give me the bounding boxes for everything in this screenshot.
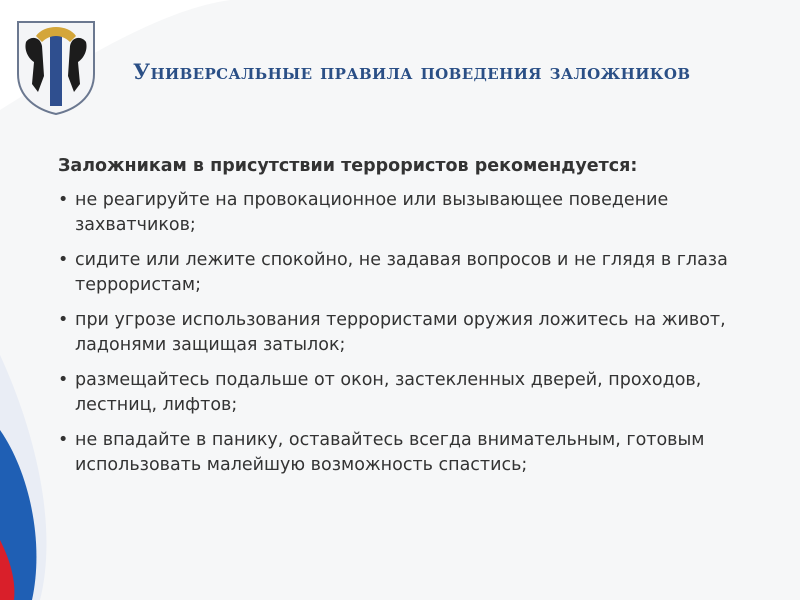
list-item-text: размещайтесь подальше от окон, застекленных дверей, проходов, лестниц, лифтов; [75,370,702,415]
list-item [55,428,775,478]
novosibirsk-coat-of-arms-icon [12,12,100,116]
bullet-icon: • [58,370,69,390]
bullet-icon: • [58,250,69,270]
list-item-text: сидите или лежите спокойно, не задавая вопросов и не глядя в глаза террористам; [75,250,728,295]
list-item [55,308,775,358]
slide-content [55,155,775,488]
bullet-icon: • [58,430,69,450]
rules-list [55,188,775,478]
list-item-text: не впадайте в панику, оставайтесь всегда внимательным, готовым использовать малейшую возможность спастись; [75,430,705,475]
list-item [55,368,775,418]
list-item-text: при угрозе использования террористами оружия ложитесь на живот, ладонями защищая затылок; [75,310,726,355]
lead-heading: Заложникам в присутствии террористов рекомендуется: [58,156,638,176]
slide-title: Универсальные правила поведения заложников [133,59,691,84]
list-item-text: не реагируйте на провокационное или вызывающее поведение захватчиков; [75,190,669,235]
list-item [55,248,775,298]
list-item [55,188,775,238]
bullet-icon: • [58,310,69,330]
bullet-icon: • [58,190,69,210]
